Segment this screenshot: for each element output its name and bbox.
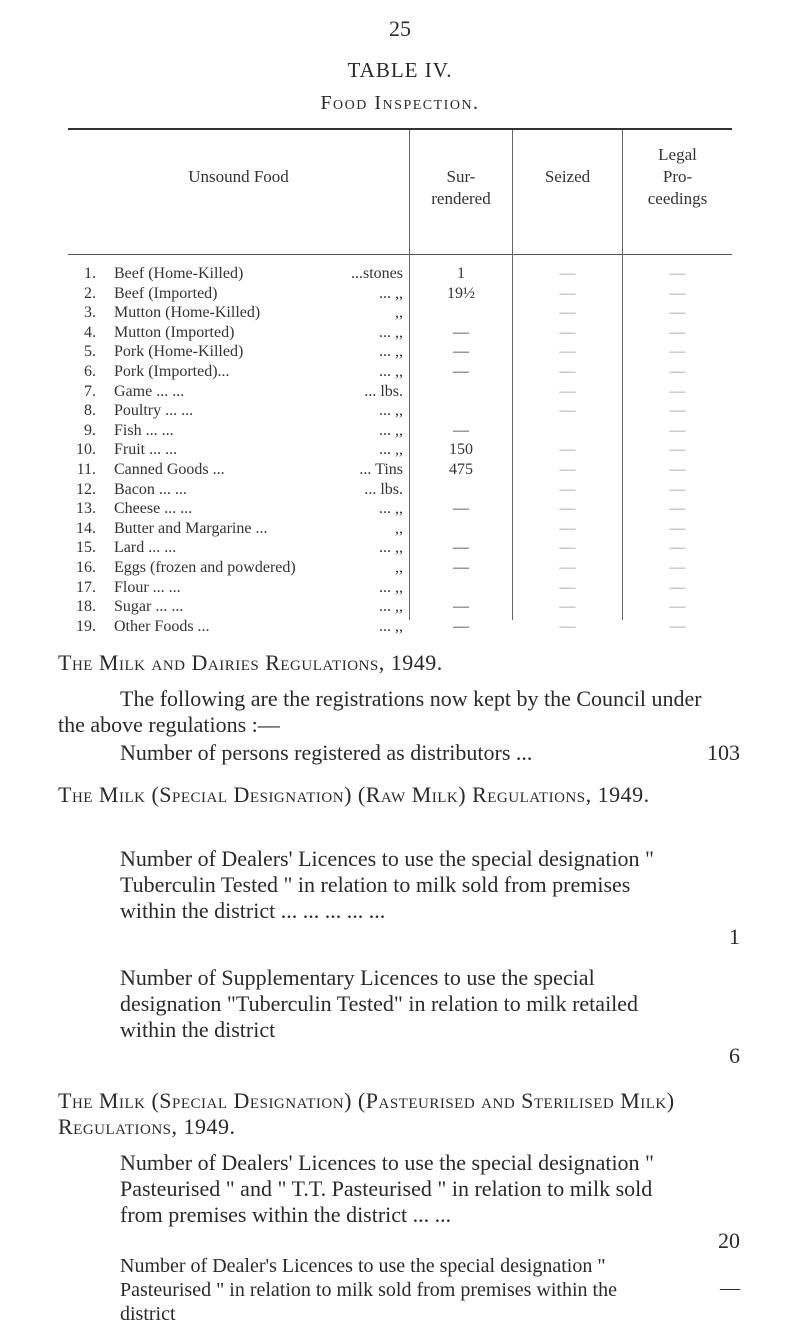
legal-cell: — [669, 343, 686, 361]
legal-cell: — [669, 363, 686, 380]
table-row [68, 440, 732, 459]
distributors-value: 103 [707, 740, 740, 765]
food-unit: ... lbs. [364, 382, 403, 400]
row-number: 3. [84, 304, 96, 322]
food-unit: ... ,, [379, 500, 403, 518]
table-row [68, 303, 732, 322]
legal-cell: — [669, 284, 686, 302]
surrendered-cell: — [453, 323, 469, 341]
legal-cell: — [669, 598, 686, 616]
food-name: Bacon ... ... [114, 480, 187, 498]
food-unit: ... ,, [379, 363, 403, 380]
header-unsound-food: Unsound Food [188, 167, 289, 186]
legal-cell: — [669, 304, 686, 322]
table-row [68, 617, 732, 636]
seized-cell: — [559, 323, 576, 341]
legal-cell: — [669, 402, 686, 420]
table-row [68, 460, 732, 479]
seized-cell: — [559, 363, 576, 380]
food-name: Other Foods ... [114, 617, 210, 635]
table-row [68, 558, 732, 577]
row-number: 5. [84, 343, 96, 361]
table-row [68, 323, 732, 342]
surrendered-cell: — [453, 598, 469, 616]
table-row [68, 597, 732, 616]
seized-cell: — [559, 461, 576, 478]
header-legal-line: ceedings [647, 189, 708, 208]
seized-cell: — [559, 343, 576, 361]
table-row [68, 342, 732, 361]
table-row [68, 362, 732, 381]
food-name: Eggs (frozen and powdered) [114, 559, 296, 576]
food-unit: ... ,, [379, 421, 403, 439]
header-surrendered-line: Sur- [446, 167, 476, 186]
food-unit: ... ,, [379, 539, 403, 557]
row-number: 4. [84, 323, 96, 341]
row-number: 12. [76, 480, 96, 498]
raw-milk-heading: The Milk (Special Designation) (Raw Milk) Regulations, 1949. [58, 782, 650, 807]
surrendered-cell: 150 [449, 441, 473, 459]
food-name: Poultry ... ... [114, 402, 194, 420]
supplementary-value: 6 [729, 1043, 740, 1068]
surrendered-cell: — [453, 617, 469, 635]
food-unit: ... Tins [359, 461, 403, 478]
legal-cell: — [669, 559, 686, 576]
seized-cell: — [559, 578, 576, 596]
food-unit: ,, [395, 519, 403, 537]
seized-cell: — [559, 559, 576, 576]
tt-dealers-entry: Number of Dealers' Licences to use the special designation " Tuberculin Tested " in relation to milk sold from premises within the district ... ... ... ... ... [120, 846, 655, 923]
food-unit: ... lbs. [364, 480, 403, 498]
seized-cell: — [559, 539, 576, 557]
legal-cell: — [669, 519, 686, 537]
food-inspection-table [68, 128, 732, 635]
table-title: TABLE IV. [347, 58, 453, 82]
seized-cell: — [559, 441, 576, 459]
pasteurised-heading: The Milk (Special Designation) (Pasteurised and Sterilised Milk) Regulations, 1949. [58, 1088, 675, 1139]
milk-dairies-intro: The following are the registrations now kept by the Council under the above regulations :— [58, 686, 702, 737]
page-number: 25 [389, 16, 411, 41]
seized-cell: — [559, 617, 576, 635]
food-name: Fish ... ... [114, 421, 174, 439]
table-row [68, 284, 732, 303]
food-name: Mutton (Home-Killed) [114, 304, 261, 322]
food-name: Butter and Margarine ... [114, 519, 268, 537]
food-name: Game ... ... [114, 382, 185, 400]
food-unit: ... ,, [379, 617, 403, 635]
row-number: 7. [84, 382, 96, 400]
surrendered-cell: — [453, 421, 469, 439]
row-number: 19. [76, 617, 96, 635]
surrendered-cell: — [453, 559, 469, 576]
legal-cell: — [669, 441, 686, 459]
food-unit: ... ,, [379, 284, 403, 302]
food-name: Pork (Home-Killed) [114, 343, 244, 361]
legal-cell: — [669, 461, 686, 478]
row-number: 16. [76, 559, 96, 576]
row-number: 9. [84, 421, 96, 439]
food-unit: ... ,, [379, 578, 403, 596]
row-number: 13. [76, 500, 96, 518]
row-number: 6. [84, 363, 96, 380]
table-row [68, 382, 732, 401]
row-number: 10. [76, 441, 96, 459]
food-unit: ... ,, [379, 441, 403, 459]
seized-cell: — [559, 480, 576, 498]
surrendered-cell: — [453, 500, 469, 518]
milk-dairies-heading: The Milk and Dairies Regulations, 1949. [58, 650, 443, 675]
table-row [68, 421, 732, 440]
food-name: Flour ... ... [114, 578, 181, 596]
legal-cell: — [669, 539, 686, 557]
table-row [68, 499, 732, 518]
seized-cell: — [559, 265, 576, 282]
legal-cell: — [669, 421, 686, 439]
seized-cell: — [559, 500, 576, 518]
legal-cell: — [669, 323, 686, 341]
table-row [68, 401, 732, 420]
header-legal-line: Legal [658, 145, 697, 164]
header-legal-proceedings [623, 144, 732, 210]
food-unit: ... ,, [379, 402, 403, 420]
food-name: Beef (Imported) [114, 284, 218, 302]
surrendered-cell: 475 [449, 461, 473, 478]
table-row [68, 480, 732, 499]
table-top-rule [68, 128, 732, 130]
table-row [68, 264, 732, 283]
row-number: 1. [84, 265, 96, 282]
pasteurised-licences-entry: Number of Dealer's Licences to use the special designation " Pasteurised " in relation to milk sold from premises within the district [120, 1255, 617, 1325]
seized-cell: — [559, 382, 576, 400]
food-unit: ... ,, [379, 343, 403, 361]
surrendered-cell: — [453, 539, 469, 557]
pasteurised-dealers-value: 20 [718, 1228, 740, 1253]
food-name: Lard ... ... [114, 539, 177, 557]
food-unit: ... ,, [379, 323, 403, 341]
food-unit: ... ,, [379, 598, 403, 616]
food-unit: ,, [395, 559, 403, 576]
legal-cell: — [669, 480, 686, 498]
row-number: 2. [84, 284, 96, 302]
food-name: Pork (Imported)... [114, 363, 230, 380]
tt-dealers-value: 1 [729, 924, 740, 949]
header-surrendered [410, 166, 512, 210]
food-unit: ...stones [351, 265, 403, 282]
seized-cell: — [559, 402, 576, 420]
food-unit: ,, [395, 304, 403, 322]
food-name: Cheese ... ... [114, 500, 193, 518]
food-name: Beef (Home-Killed) [114, 265, 244, 282]
legal-cell: — [669, 500, 686, 518]
row-number: 17. [76, 578, 96, 596]
legal-cell: — [669, 578, 686, 596]
row-number: 8. [84, 402, 96, 420]
row-number: 15. [76, 539, 96, 557]
food-name: Canned Goods ... [114, 461, 225, 478]
row-number: 18. [76, 598, 96, 616]
seized-cell: — [559, 519, 576, 537]
distributors-entry: Number of persons registered as distributors ... [120, 740, 533, 765]
surrendered-cell: 19½ [447, 284, 475, 302]
surrendered-cell: 1 [457, 265, 465, 282]
legal-cell: — [669, 382, 686, 400]
food-name: Fruit ... ... [114, 441, 178, 459]
pasteurised-licences-value: — [720, 1277, 740, 1299]
surrendered-cell: — [453, 363, 469, 380]
legal-cell: — [669, 265, 686, 282]
pasteurised-dealers-entry: Number of Dealers' Licences to use the special designation " Pasteurised " and " T.T. Pasteurised " in relation to milk sold from premises within the district ... ... [120, 1150, 655, 1227]
table-row [68, 578, 732, 597]
header-legal-line: Pro- [662, 167, 693, 186]
table-header-rule [68, 254, 732, 255]
legal-cell: — [669, 617, 686, 635]
row-number: 11. [76, 461, 96, 478]
food-name: Mutton (Imported) [114, 323, 235, 341]
table-row [68, 519, 732, 538]
seized-cell: — [559, 304, 576, 322]
seized-cell: — [559, 598, 576, 616]
surrendered-cell: — [453, 343, 469, 361]
table-subtitle: Food Inspection. [320, 92, 480, 114]
table-row [68, 538, 732, 557]
seized-cell: — [559, 284, 576, 302]
food-name: Sugar ... ... [114, 598, 184, 616]
supplementary-entry: Number of Supplementary Licences to use the special designation "Tuberculin Tested" in relation to milk retailed within the district [120, 965, 639, 1042]
header-surrendered-line: rendered [431, 189, 491, 208]
header-seized: Seized [544, 167, 591, 186]
row-number: 14. [76, 519, 96, 537]
